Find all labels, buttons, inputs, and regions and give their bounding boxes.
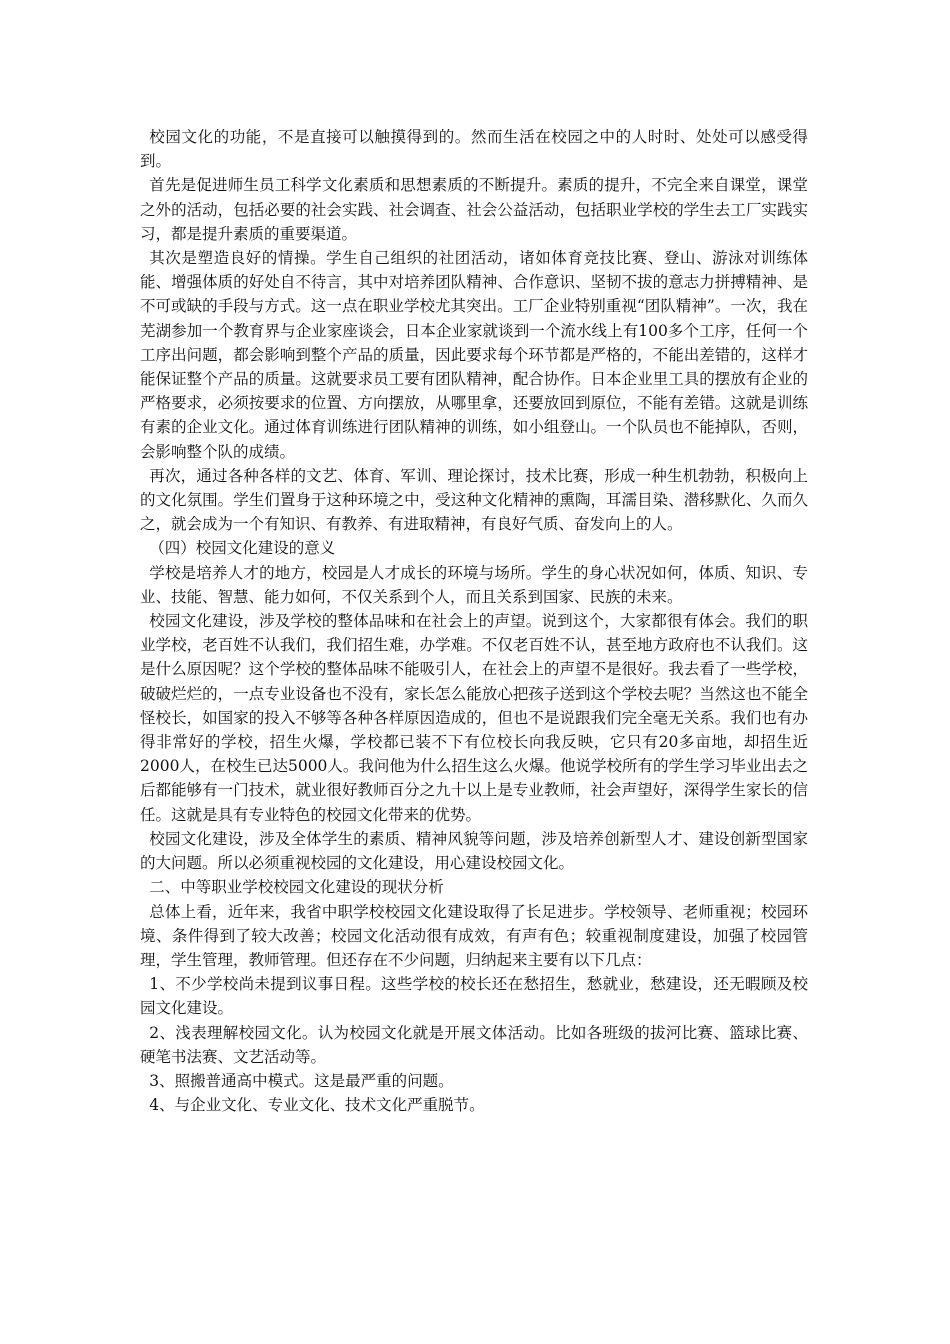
paragraph-good-character: 其次是塑造良好的情操。学生自己组织的社团活动，诸如体育竞技比赛、登山、游泳对训练体能、增强体质的好处自不待言，其中对培养团队精神、合作意识、坚韧不拔的意志力拼搏精神、是不可或缺的手段与方式。这一点在职业学校尤其突出。工厂企业特别重视“团队精神”。一次，我在芜湖参加一个教育界与企业家座谈会，日本企业家就谈到一个流水线上有100多个工序，任何一个工序出问题，都会影响到整个产品的质量，因此要求每个环节都是严格的，不能出差错的，这样才能保证整个产品的质量。这就要求员工要有团队精神，配合协作。日本企业里工具的摆放有企业的严格要求，必须按要求的位置、方向摆放，从哪里拿，还要放回到原位，不能有差错。这就是训练有素的企业文化。通过体育训练进行团队精神的训练，如小组登山。一个队员也不能掉队，否则，会影响整个队的成绩。 [140,249,808,461]
list-item-2: 2、浅表理解校园文化。认为校园文化就是开展文体活动。比如各班级的拔河比赛、篮球比赛、硬笔书法赛、文艺活动等。 [140,1023,808,1066]
paragraph-overall-progress: 总体上看，近年来，我省中职学校校园文化建设取得了长足进步。学校领导、老师重视；校园环境、条件得到了较大改善；校园文化活动很有成效，有声有色；较重视制度建设，加强了校园管理，学生管理，教师管理。但还存在不少问题，归纳起来主要有以下几点： [140,902,808,969]
paragraph-cultural-atmosphere: 再次，通过各种各样的文艺、体育、军训、理论探讨，技术比赛，形成一种生机勃勃，积极向上的文化氛围。学生们置身于这种环境之中，受这种文化精神的熏陶，耳濡目染、潜移默化、久而久之，就会成为一个有知识、有教养、有进取精神，有良好气质、奋发向上的人。 [140,466,808,534]
document-body [140,125,808,1117]
paragraph-student-quality: 校园文化建设，涉及全体学生的素质、精神风貌等问题，涉及培养创新型人才、建设创新型国家的大问题。所以必须重视校园的文化建设，用心建设校园文化。 [140,829,808,873]
list-item-4: 4、与企业文化、专业文化、技术文化严重脱节。 [149,1096,485,1115]
section-heading-status-analysis: 二、中等职业学校校园文化建设的现状分析 [149,878,444,897]
list-item-1: 1、不少学校尚未提到议事日程。这些学校的校长还在愁招生，愁就业，愁建设，还无暇顾及校园文化建设。 [140,975,808,1018]
paragraph-quality-improvement: 首先是促进师生员工科学文化素质和思想素质的不断提升。素质的提升，不完全来自课堂，课堂之外的活动，包括必要的社会实践、社会调查、社会公益活动，包括职业学校的学生去工厂实践实习，都是提升素质的重要渠道。 [140,176,808,243]
list-item-3: 3、照搬普通高中模式。这是最严重的问题。 [149,1071,454,1090]
paragraph-campus-culture-function: 校园文化的功能，不是直接可以触摸得到的。然而生活在校园之中的人时时、处处可以感受得到。 [140,128,808,171]
paragraph-school-reputation: 校园文化建设，涉及学校的整体品味和在社会上的声望。说到这个，大家都很有体会。我们的职业学校，老百姓不认我们，我们招生难，办学难。不仅老百姓不认，甚至地方政府也不认我们。这是什么原因呢？这个学校的整体品味不能吸引人，在社会上的声望不是很好。我去看了一些学校，破破烂烂的，一点专业设备也不没有，家长怎么能放心把孩子送到这个学校去呢？当然这也不能全怪校长，如国家的投入不够等各种各样原因造成的，但也不是说跟我们完全毫无关系。我们也有办得非常好的学校，招生火爆，学校都已装不下有位校长向我反映，它只有20多亩地，却招生近2000人，在校生已达5000人。我问他为什么招生这么火爆。他说学校所有的学生学习毕业出去之后都能够有一门技术，就业很好教师百分之九十以上是专业教师，社会声望好，深得学生家长的信任。这就是具有专业特色的校园文化带来的优势。 [140,612,808,824]
section-heading-significance: （四）校园文化建设的意义 [149,539,336,558]
paragraph-talent-cultivation: 学校是培养人才的地方，校园是人才成长的环境与场所。学生的身心状况如何，体质、知识、专业、技能、智慧、能力如何，不仅关系到个人，而且关系到国家、民族的未来。 [140,563,808,606]
